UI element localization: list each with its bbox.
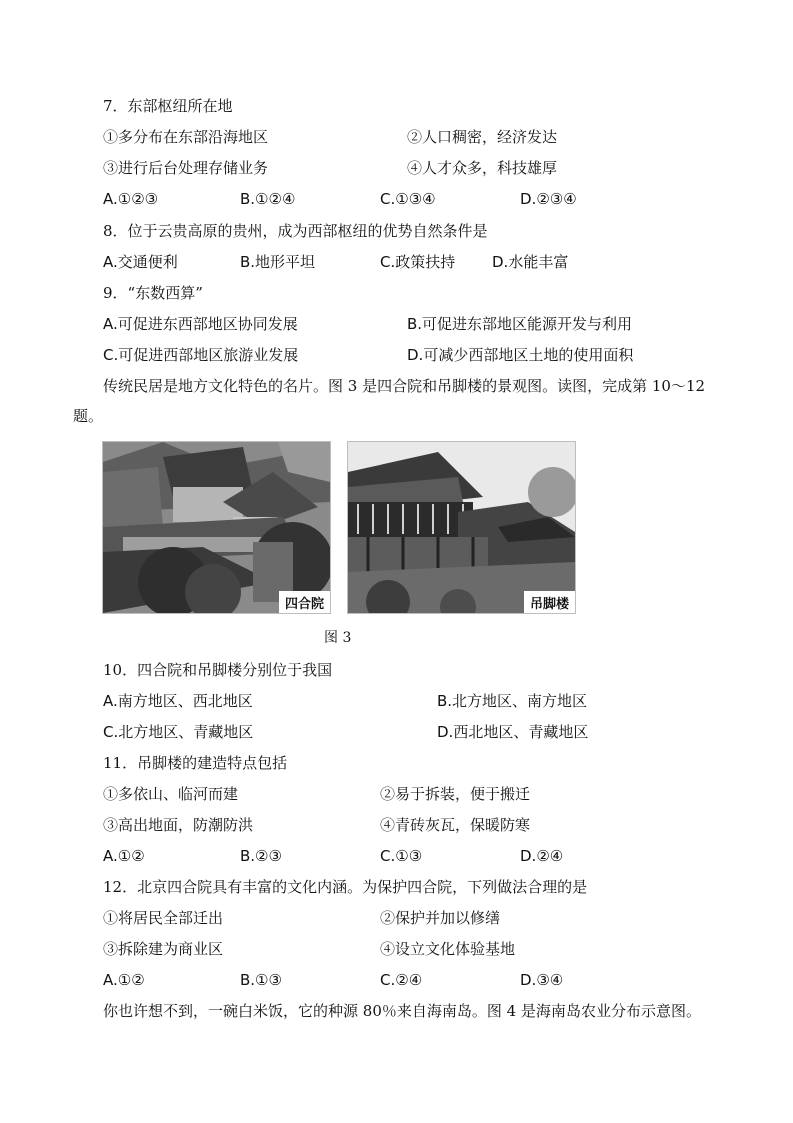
q10-stem: 10．四合院和吊脚楼分别位于我国 xyxy=(103,661,333,679)
q7-item-1: ①多分布在东部沿海地区 xyxy=(103,128,269,146)
q9-option-c: C.可促进西部地区旅游业发展 xyxy=(103,346,299,364)
q9-option-d: D.可减少西部地区土地的使用面积 xyxy=(407,346,634,364)
q12-option-d: D.③④ xyxy=(520,971,564,989)
intro-paragraph-line-2: 题。 xyxy=(73,407,104,425)
q10-option-a: A.南方地区、西北地区 xyxy=(103,692,253,710)
q8-option-c: C.政策扶持 xyxy=(380,253,456,271)
q12-item-2: ②保护并加以修缮 xyxy=(380,909,501,927)
q11-option-c: C.①③ xyxy=(380,847,423,865)
q9-option-b: B.可促进东部地区能源开发与利用 xyxy=(407,315,633,333)
q7-stem: 7．东部枢纽所在地 xyxy=(103,97,233,115)
q11-item-3: ③高出地面，防潮防洪 xyxy=(103,816,254,834)
q12-option-a: A.①② xyxy=(103,971,145,989)
q11-item-1: ①多依山、临河而建 xyxy=(103,785,239,803)
q12-item-4: ④设立文化体验基地 xyxy=(380,940,516,958)
q7-option-a: A.①②③ xyxy=(103,190,159,208)
q7-item-3: ③进行后台处理存储业务 xyxy=(103,159,269,177)
q11-option-a: A.①② xyxy=(103,847,145,865)
intro-hainan-line-1: 你也许想不到，一碗白米饭，它的种源 80％来自海南岛。图 4 是海南岛农业分布示意图。 xyxy=(103,1002,701,1020)
q9-option-a: A.可促进东西部地区协同发展 xyxy=(103,315,298,333)
q7-item-2: ②人口稠密，经济发达 xyxy=(407,128,558,146)
q11-option-d: D.②④ xyxy=(520,847,564,865)
q7-option-c: C.①③④ xyxy=(380,190,436,208)
q12-stem: 12．北京四合院具有丰富的文化内涵。为保护四合院，下列做法合理的是 xyxy=(103,878,588,896)
diaojiaolou-label: 吊脚楼 xyxy=(524,591,575,613)
siheyuan-label: 四合院 xyxy=(279,591,330,613)
q8-option-b: B.地形平坦 xyxy=(240,253,316,271)
q12-option-c: C.②④ xyxy=(380,971,423,989)
q7-item-4: ④人才众多，科技雄厚 xyxy=(407,159,558,177)
q7-option-b: B.①②④ xyxy=(240,190,296,208)
q8-stem: 8．位于云贵高原的贵州，成为西部枢纽的优势自然条件是 xyxy=(103,222,488,240)
q7-option-d: D.②③④ xyxy=(520,190,577,208)
q12-item-3: ③拆除建为商业区 xyxy=(103,940,224,958)
q8-option-a: A.交通便利 xyxy=(103,253,178,271)
q10-option-d: D.西北地区、青藏地区 xyxy=(437,723,589,741)
intro-paragraph-line-1: 传统民居是地方文化特色的名片。图 3 是四合院和吊脚楼的景观图。读图，完成第 10～12 xyxy=(103,377,706,395)
q11-option-b: B.②③ xyxy=(240,847,282,865)
diaojiaolou-photo xyxy=(347,441,576,614)
q11-item-2: ②易于拆装，便于搬迁 xyxy=(380,785,531,803)
q12-item-1: ①将居民全部迁出 xyxy=(103,909,224,927)
q9-stem: 9．“东数西算” xyxy=(103,284,203,302)
siheyuan-photo xyxy=(102,441,331,614)
q8-option-d: D.水能丰富 xyxy=(492,253,569,271)
q11-stem: 11．吊脚楼的建造特点包括 xyxy=(103,754,288,772)
q10-option-c: C.北方地区、青藏地区 xyxy=(103,723,254,741)
q11-item-4: ④青砖灰瓦，保暖防寒 xyxy=(380,816,531,834)
q12-option-b: B.①③ xyxy=(240,971,282,989)
figure-3-caption: 图 3 xyxy=(324,630,352,646)
q10-option-b: B.北方地区、南方地区 xyxy=(437,692,588,710)
